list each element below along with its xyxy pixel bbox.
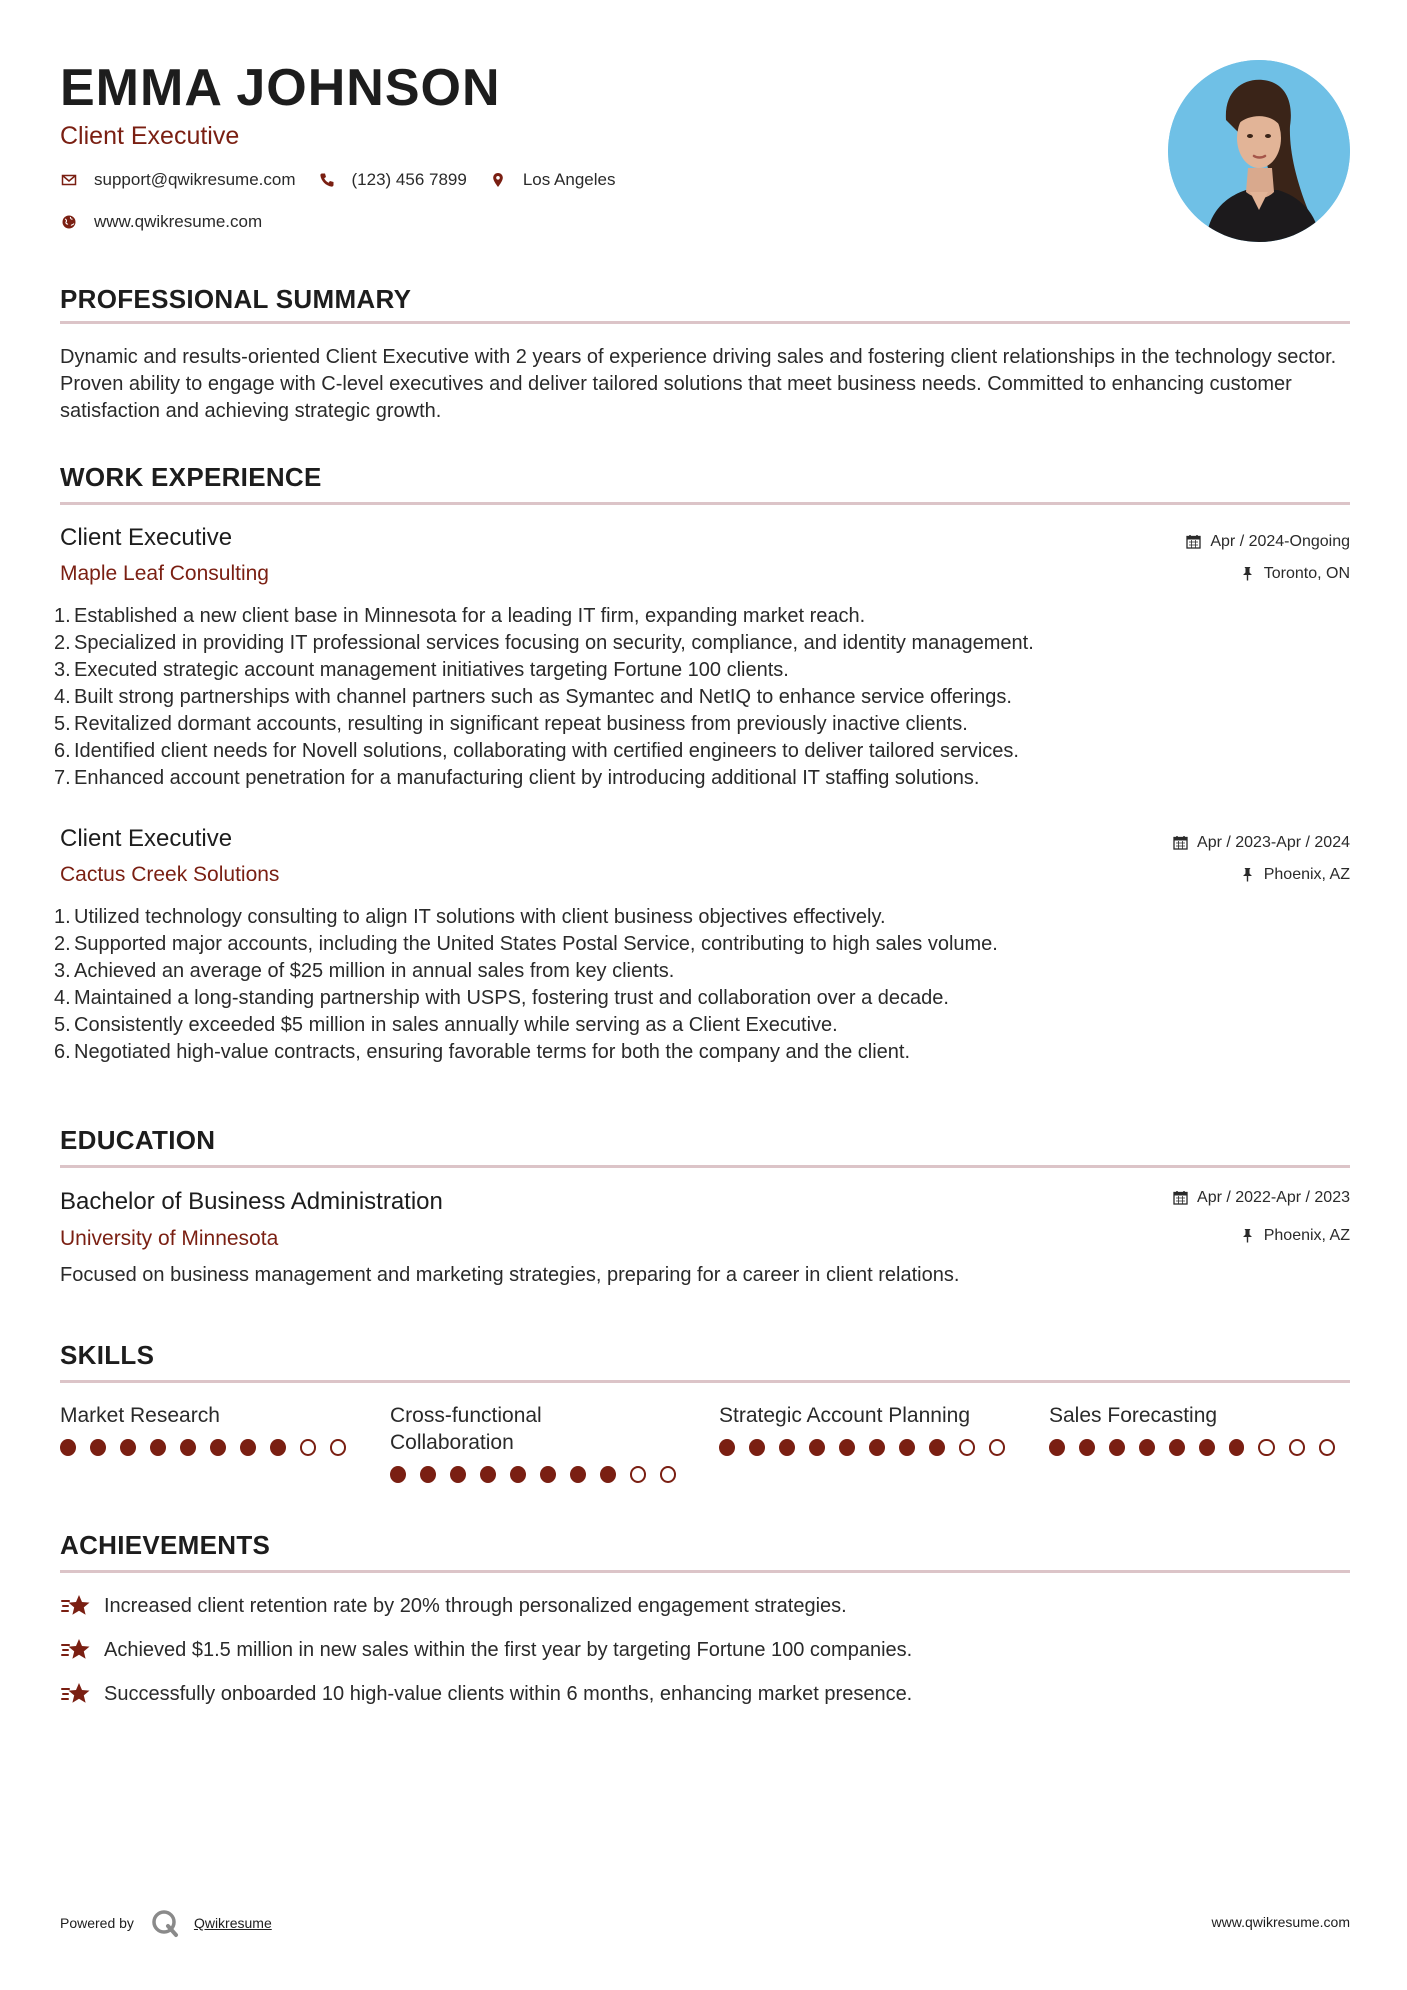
skills-heading: SKILLS bbox=[60, 1340, 155, 1370]
contact-phone[interactable] bbox=[318, 170, 467, 190]
list-item: 4. Built strong partnerships with channel partners such as Symantec and NetIQ to enhance service offerings. bbox=[54, 686, 1012, 708]
rating-dot-empty bbox=[1289, 1439, 1305, 1456]
rating-dot-filled bbox=[420, 1466, 436, 1483]
page-footer bbox=[60, 1900, 1350, 1940]
rating-dot-filled bbox=[1049, 1439, 1065, 1456]
rating-dot-filled bbox=[809, 1439, 825, 1456]
job-dates-text: Apr / 2024-Ongoing bbox=[1210, 533, 1350, 550]
resume-header bbox=[60, 58, 1350, 248]
rating-dot-filled bbox=[390, 1466, 406, 1483]
education-dates bbox=[1173, 1189, 1350, 1207]
skill-item bbox=[719, 1402, 1019, 1456]
qwikresume-link[interactable]: Qwikresume bbox=[193, 1915, 272, 1931]
rating-dot-filled bbox=[929, 1439, 945, 1456]
contact-row bbox=[60, 170, 637, 190]
calendar-icon bbox=[1173, 1190, 1189, 1206]
degree-title: Bachelor of Business Administration bbox=[60, 1188, 443, 1215]
location-text: Los Angeles bbox=[522, 170, 616, 189]
education-dates-text: Apr / 2022-Apr / 2023 bbox=[1197, 1189, 1350, 1206]
star-badge-icon bbox=[60, 1680, 92, 1708]
list-item: 2. Specialized in providing IT professional services focusing on security, compliance, and identity management. bbox=[54, 632, 1034, 654]
job-company: Maple Leaf Consulting bbox=[60, 562, 269, 585]
rating-dot-filled bbox=[450, 1466, 466, 1483]
rating-dot-empty bbox=[989, 1439, 1005, 1456]
phone-text: (123) 456 7899 bbox=[351, 170, 467, 189]
envelope-icon bbox=[60, 171, 78, 189]
powered-by bbox=[60, 1908, 272, 1938]
section-divider bbox=[60, 321, 1350, 324]
contact-row-website bbox=[60, 212, 284, 232]
list-item: 1. Established a new client base in Minnesota for a leading IT firm, expanding market reach. bbox=[54, 605, 866, 627]
achievement-text: Increased client retention rate by 20% through personalized engagement strategies. bbox=[104, 1594, 847, 1617]
education-location bbox=[1240, 1227, 1350, 1245]
globe-icon bbox=[60, 213, 78, 231]
achievement-item bbox=[60, 1592, 847, 1620]
job-location bbox=[1240, 565, 1350, 583]
list-item: 5. Consistently exceeded $5 million in sales annually while serving as a Client Executive. bbox=[54, 1014, 838, 1036]
rating-dot-filled bbox=[480, 1466, 496, 1483]
rating-dot-filled bbox=[1109, 1439, 1125, 1456]
rating-dot-empty bbox=[959, 1439, 975, 1456]
list-item: 6. Negotiated high-value contracts, ensuring favorable terms for both the company and the client. bbox=[54, 1041, 911, 1063]
website-text: www.qwikresume.com bbox=[94, 212, 263, 231]
star-badge-icon bbox=[60, 1636, 92, 1664]
section-divider bbox=[60, 1165, 1350, 1168]
rating-dot-filled bbox=[839, 1439, 855, 1456]
job-location-text: Toronto, ON bbox=[1263, 565, 1350, 582]
qwikresume-logo-icon bbox=[150, 1908, 180, 1938]
rating-dot-empty bbox=[300, 1439, 316, 1456]
education-location-text: Phoenix, AZ bbox=[1263, 1227, 1350, 1244]
rating-dot-filled bbox=[1229, 1439, 1245, 1456]
achievements-heading: ACHIEVEMENTS bbox=[60, 1530, 271, 1560]
job-dates bbox=[1173, 834, 1350, 852]
section-divider bbox=[60, 1570, 1350, 1573]
rating-dot-filled bbox=[1169, 1439, 1185, 1456]
summary-text: Dynamic and results-oriented Client Executive with 2 years of experience driving sales and fostering client relationships in the technology sector. Proven ability to engage with C-level executives and deliver tailored solutions that meet business needs. Committed to enhancing customer satisfaction and achieving strategic growth. bbox=[60, 346, 1337, 422]
school-name: University of Minnesota bbox=[60, 1227, 279, 1250]
candidate-name: EMMA JOHNSON bbox=[60, 59, 501, 117]
rating-dot-filled bbox=[60, 1439, 76, 1456]
section-divider bbox=[60, 502, 1350, 505]
powered-by-label: Powered by bbox=[60, 1915, 134, 1931]
rating-dot-filled bbox=[570, 1466, 586, 1483]
rating-dot-filled bbox=[600, 1466, 616, 1483]
list-item: 3. Executed strategic account management initiatives targeting Fortune 100 clients. bbox=[54, 659, 789, 681]
education-description: Focused on business management and marketing strategies, preparing for a career in client relations. bbox=[60, 1264, 960, 1286]
achievement-item bbox=[60, 1636, 912, 1664]
skill-rating bbox=[719, 1439, 1019, 1456]
pushpin-icon bbox=[1240, 867, 1256, 883]
rating-dot-filled bbox=[270, 1439, 286, 1456]
rating-dot-filled bbox=[869, 1439, 885, 1456]
achievement-text: Achieved $1.5 million in new sales within the first year by targeting Fortune 100 companies. bbox=[104, 1638, 913, 1661]
rating-dot-filled bbox=[719, 1439, 735, 1456]
rating-dot-empty bbox=[1258, 1439, 1274, 1456]
footer-website[interactable]: www.qwikresume.com bbox=[1211, 1914, 1350, 1930]
calendar-icon bbox=[1173, 835, 1189, 851]
rating-dot-filled bbox=[150, 1439, 166, 1456]
rating-dot-filled bbox=[210, 1439, 226, 1456]
job-dates bbox=[1186, 533, 1350, 551]
rating-dot-empty bbox=[330, 1439, 346, 1456]
list-item: 3. Achieved an average of $25 million in annual sales from key clients. bbox=[54, 960, 675, 982]
job-location bbox=[1240, 866, 1350, 884]
contact-website[interactable] bbox=[60, 212, 262, 232]
skill-item bbox=[1049, 1402, 1349, 1456]
skill-item bbox=[60, 1402, 360, 1456]
resume-page bbox=[54, 0, 1350, 1990]
email-text: support@qwikresume.com bbox=[94, 170, 296, 189]
rating-dot-filled bbox=[1139, 1439, 1155, 1456]
rating-dot-filled bbox=[180, 1439, 196, 1456]
rating-dot-empty bbox=[1319, 1439, 1335, 1456]
rating-dot-filled bbox=[749, 1439, 765, 1456]
skill-name: Strategic Account Planning bbox=[719, 1404, 970, 1427]
section-divider bbox=[60, 1380, 1350, 1383]
rating-dot-filled bbox=[1199, 1439, 1215, 1456]
rating-dot-filled bbox=[120, 1439, 136, 1456]
job-company: Cactus Creek Solutions bbox=[60, 863, 280, 886]
list-item: 2. Supported major accounts, including the United States Postal Service, contributing to high sales volume. bbox=[54, 933, 998, 955]
phone-icon bbox=[318, 171, 336, 189]
rating-dot-filled bbox=[90, 1439, 106, 1456]
list-item: 6. Identified client needs for Novell solutions, collaborating with certified engineers to deliver tailored services. bbox=[54, 740, 1019, 762]
list-item: 4. Maintained a long-standing partnership with USPS, fostering trust and collaboration over a decade. bbox=[54, 987, 949, 1009]
rating-dot-filled bbox=[899, 1439, 915, 1456]
job-duties-list bbox=[54, 904, 1350, 1066]
skill-rating bbox=[60, 1439, 360, 1456]
rating-dot-filled bbox=[779, 1439, 795, 1456]
skill-name: Market Research bbox=[60, 1404, 220, 1427]
contact-location bbox=[489, 170, 616, 190]
pushpin-icon bbox=[1240, 566, 1256, 582]
job-title: Client Executive bbox=[60, 825, 233, 852]
list-item: 5. Revitalized dormant accounts, resulting in significant repeat business from previously inactive clients. bbox=[54, 713, 968, 735]
job-duties-list bbox=[54, 603, 1350, 792]
calendar-icon bbox=[1186, 534, 1202, 550]
map-pin-icon bbox=[489, 171, 507, 189]
achievement-text: Successfully onboarded 10 high-value clients within 6 months, enhancing market presence. bbox=[104, 1682, 913, 1705]
rating-dot-filled bbox=[240, 1439, 256, 1456]
rating-dot-filled bbox=[540, 1466, 556, 1483]
pushpin-icon bbox=[1240, 1228, 1256, 1244]
skill-item bbox=[390, 1402, 690, 1483]
skill-name: Sales Forecasting bbox=[1049, 1404, 1218, 1427]
experience-heading: WORK EXPERIENCE bbox=[60, 462, 322, 492]
profile-photo bbox=[1168, 60, 1350, 242]
star-badge-icon bbox=[60, 1592, 92, 1620]
summary-heading: PROFESSIONAL SUMMARY bbox=[60, 284, 412, 314]
rating-dot-empty bbox=[630, 1466, 646, 1483]
list-item: 7. Enhanced account penetration for a manufacturing client by introducing additional IT staffing solutions. bbox=[54, 767, 980, 789]
candidate-title: Client Executive bbox=[60, 122, 240, 150]
job-location-text: Phoenix, AZ bbox=[1263, 866, 1350, 883]
achievement-item bbox=[60, 1680, 912, 1708]
education-heading: EDUCATION bbox=[60, 1125, 216, 1155]
skill-rating bbox=[390, 1466, 690, 1483]
job-dates-text: Apr / 2023-Apr / 2024 bbox=[1197, 834, 1350, 851]
rating-dot-empty bbox=[660, 1466, 676, 1483]
list-item: 1. Utilized technology consulting to align IT solutions with client business objectives effectively. bbox=[54, 906, 886, 928]
rating-dot-filled bbox=[510, 1466, 526, 1483]
rating-dot-filled bbox=[1079, 1439, 1095, 1456]
skill-name: Cross-functional Collaboration bbox=[390, 1404, 542, 1454]
job-title: Client Executive bbox=[60, 524, 233, 551]
skill-rating bbox=[1049, 1439, 1349, 1456]
contact-email[interactable] bbox=[60, 170, 296, 190]
